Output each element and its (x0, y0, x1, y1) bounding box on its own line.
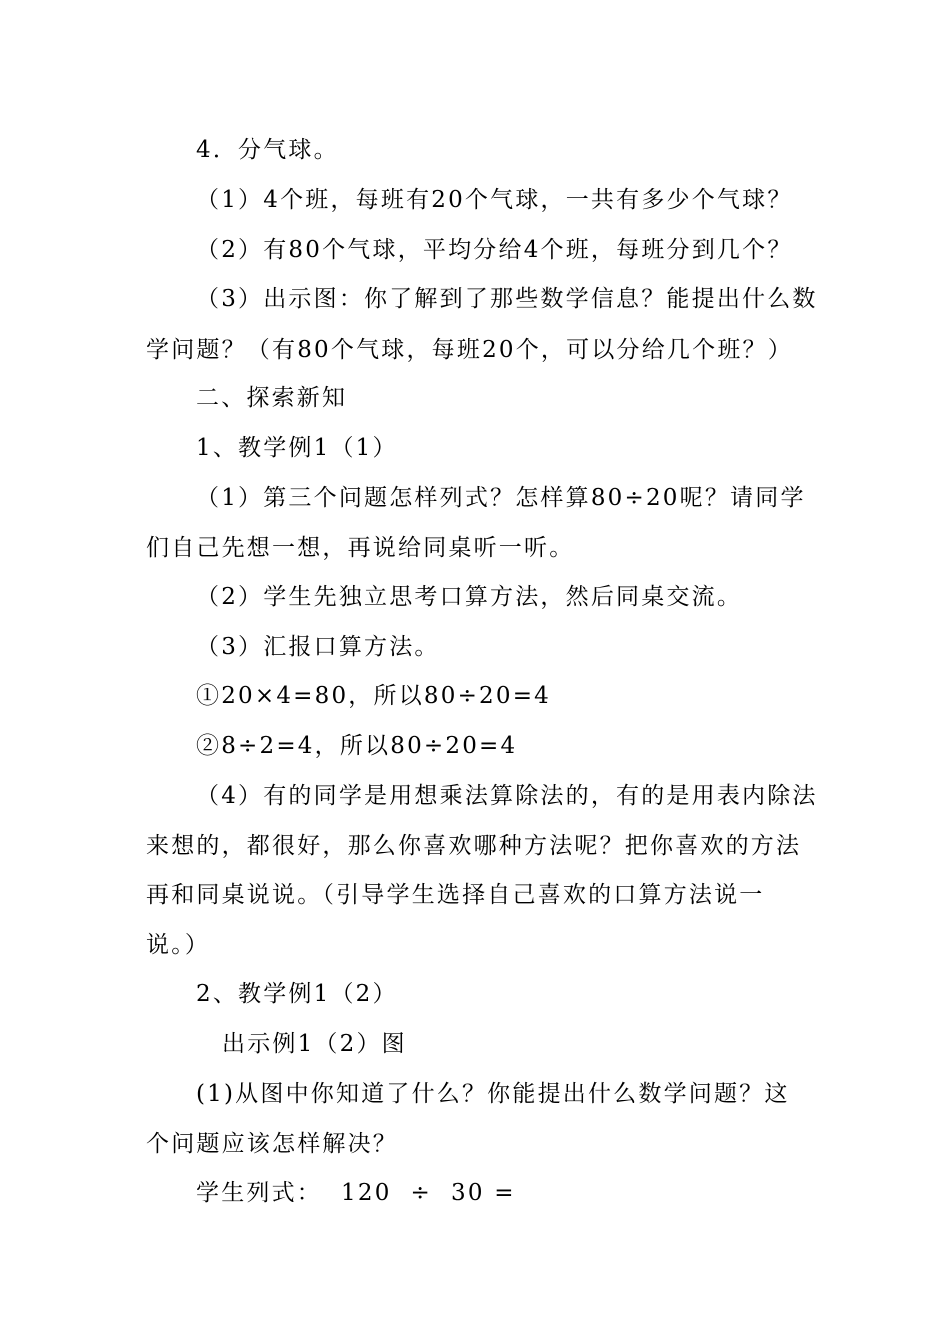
text-line: （4）有的同学是用想乘法算除法的，有的是用表内除法 (196, 783, 818, 809)
text-line: 个问题应该怎样解决？ (146, 1131, 398, 1157)
formula-line: ②8÷2=4，所以80÷20=4 (196, 733, 518, 759)
text-line: （2）有80个气球，平均分给4个班，每班分到几个？ (196, 237, 793, 263)
text-line: （3）汇报口算方法。 (196, 634, 440, 660)
text-line: （3）出示图：你了解到了那些数学信息？能提出什么数 (196, 286, 818, 312)
text-line: 说。） (146, 932, 211, 958)
subsection-heading: 1、教学例1（1） (196, 435, 398, 461)
text-line: 再和同桌说说。（引导学生选择自己喜欢的口算方法说一 (146, 882, 765, 908)
text-line: （2）学生先独立思考口算方法，然后同桌交流。 (196, 584, 743, 610)
text-line: （1）4个班，每班有20个气球，一共有多少个气球？ (196, 187, 793, 213)
text-line: 出示例1（2）图 (222, 1031, 407, 1057)
text-line: 来想的，都很好，那么你喜欢哪种方法呢？把你喜欢的方法 (146, 833, 802, 859)
text-line: (1)从图中你知道了什么？你能提出什么数学问题？这 (196, 1081, 790, 1107)
text-line: 学问题？（有80个气球，每班20个，可以分给几个班？） (146, 337, 793, 363)
section-heading: 二、探索新知 (196, 385, 348, 411)
subsection-heading: 2、教学例1（2） (196, 981, 398, 1007)
formula-line: ①20×4=80，所以80÷20=4 (196, 683, 552, 709)
text-line: 4．分气球。 (196, 137, 339, 163)
formula-line: 学生列式： 120 ÷ 30 = (196, 1180, 516, 1206)
text-line: 们自己先想一想，再说给同桌听一听。 (146, 535, 575, 561)
text-line: （1）第三个问题怎样列式？怎样算80÷20呢？请同学 (196, 485, 806, 511)
